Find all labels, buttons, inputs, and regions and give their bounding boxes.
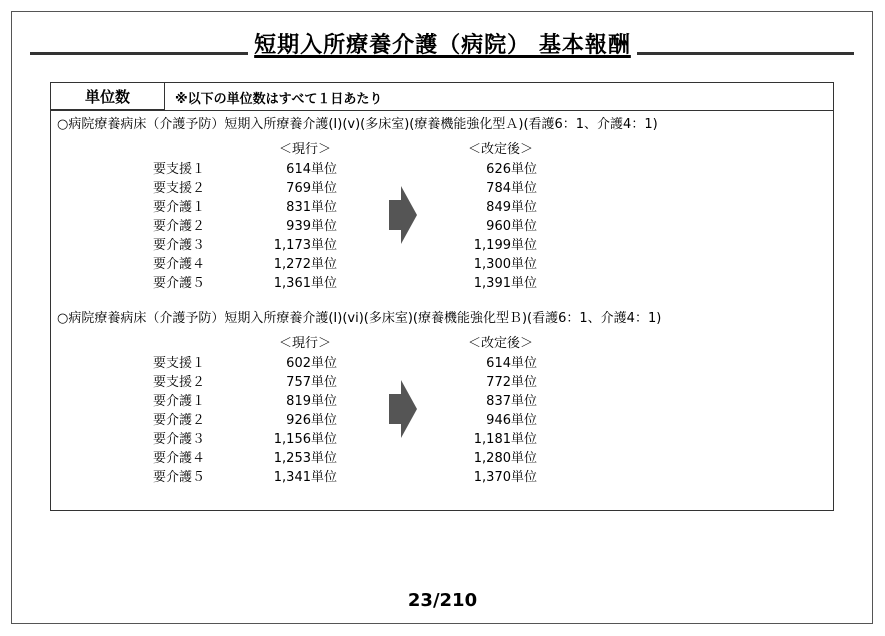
table-row: [51, 234, 833, 253]
table-row: [51, 253, 833, 272]
revised-value: 614単位: [486, 356, 537, 371]
current-value: 1,341単位: [273, 470, 337, 485]
table-row: [51, 177, 833, 196]
revised-value: 626単位: [486, 162, 537, 177]
care-level: 要介護４: [153, 257, 206, 272]
care-level: 要支援１: [153, 356, 206, 371]
current-value: 602単位: [286, 356, 337, 371]
current-value: 1,156単位: [273, 432, 337, 447]
current-header: ＜現行＞: [279, 336, 332, 351]
page-title: 短期入所療養介護（病院） 基本報酬: [0, 28, 885, 59]
current-value: 757単位: [286, 375, 337, 390]
revised-value: 1,280単位: [473, 451, 537, 466]
revised-header: ＜改定後＞: [468, 336, 534, 351]
care-level: 要介護５: [153, 276, 206, 291]
current-header: ＜現行＞: [279, 142, 332, 157]
arrow-right-icon: [389, 186, 417, 244]
care-level: 要介護３: [153, 432, 206, 447]
care-level: 要介護２: [153, 219, 206, 234]
current-value: 1,253単位: [273, 451, 337, 466]
table-row: [51, 272, 833, 291]
care-level: 要介護２: [153, 413, 206, 428]
section-heading: ○病院療養病床（介護予防）短期入所療養介護(Ⅰ)(vi)(多床室)(療養機能強化型Ｂ)(看護6：1、介護4：1): [57, 311, 662, 326]
table-row: [51, 428, 833, 447]
table-row: [51, 466, 833, 485]
current-value: 939単位: [286, 219, 337, 234]
section-heading: ○病院療養病床（介護予防）短期入所療養介護(Ⅰ)(v)(多床室)(療養機能強化型Ａ)(看護6：1、介護4：1): [57, 117, 658, 132]
care-level: 要介護１: [153, 200, 206, 215]
divider: [51, 110, 833, 111]
table-row: [51, 390, 833, 409]
current-value: 1,272単位: [273, 257, 337, 272]
revised-value: 1,370単位: [473, 470, 537, 485]
unit-note: ※以下の単位数はすべて１日あたり: [175, 92, 383, 107]
table-row: [51, 196, 833, 215]
current-value: 1,173単位: [273, 238, 337, 253]
care-level: 要介護３: [153, 238, 206, 253]
current-value: 831単位: [286, 200, 337, 215]
revised-value: 1,199単位: [473, 238, 537, 253]
care-level: 要支援２: [153, 181, 206, 196]
table-row: [51, 158, 833, 177]
current-value: 614単位: [286, 162, 337, 177]
unit-label: 単位数: [51, 83, 165, 110]
revised-header: ＜改定後＞: [468, 142, 534, 157]
arrow-right-icon: [389, 380, 417, 438]
care-level: 要支援２: [153, 375, 206, 390]
table-row: [51, 409, 833, 428]
current-value: 926単位: [286, 413, 337, 428]
care-level: 要介護４: [153, 451, 206, 466]
revised-value: 837単位: [486, 394, 537, 409]
revised-value: 1,300単位: [473, 257, 537, 272]
revised-value: 784単位: [486, 181, 537, 196]
current-value: 769単位: [286, 181, 337, 196]
table-row: [51, 447, 833, 466]
revised-value: 946単位: [486, 413, 537, 428]
content-box: [50, 82, 834, 511]
current-value: 1,361単位: [273, 276, 337, 291]
table-row: [51, 352, 833, 371]
revised-value: 1,181単位: [473, 432, 537, 447]
revised-value: 960単位: [486, 219, 537, 234]
revised-value: 1,391単位: [473, 276, 537, 291]
revised-value: 772単位: [486, 375, 537, 390]
table-row: [51, 371, 833, 390]
care-level: 要介護５: [153, 470, 206, 485]
revised-value: 849単位: [486, 200, 537, 215]
care-level: 要支援１: [153, 162, 206, 177]
page-number: 23/210: [407, 590, 478, 611]
table-row: [51, 215, 833, 234]
care-level: 要介護１: [153, 394, 206, 409]
current-value: 819単位: [286, 394, 337, 409]
